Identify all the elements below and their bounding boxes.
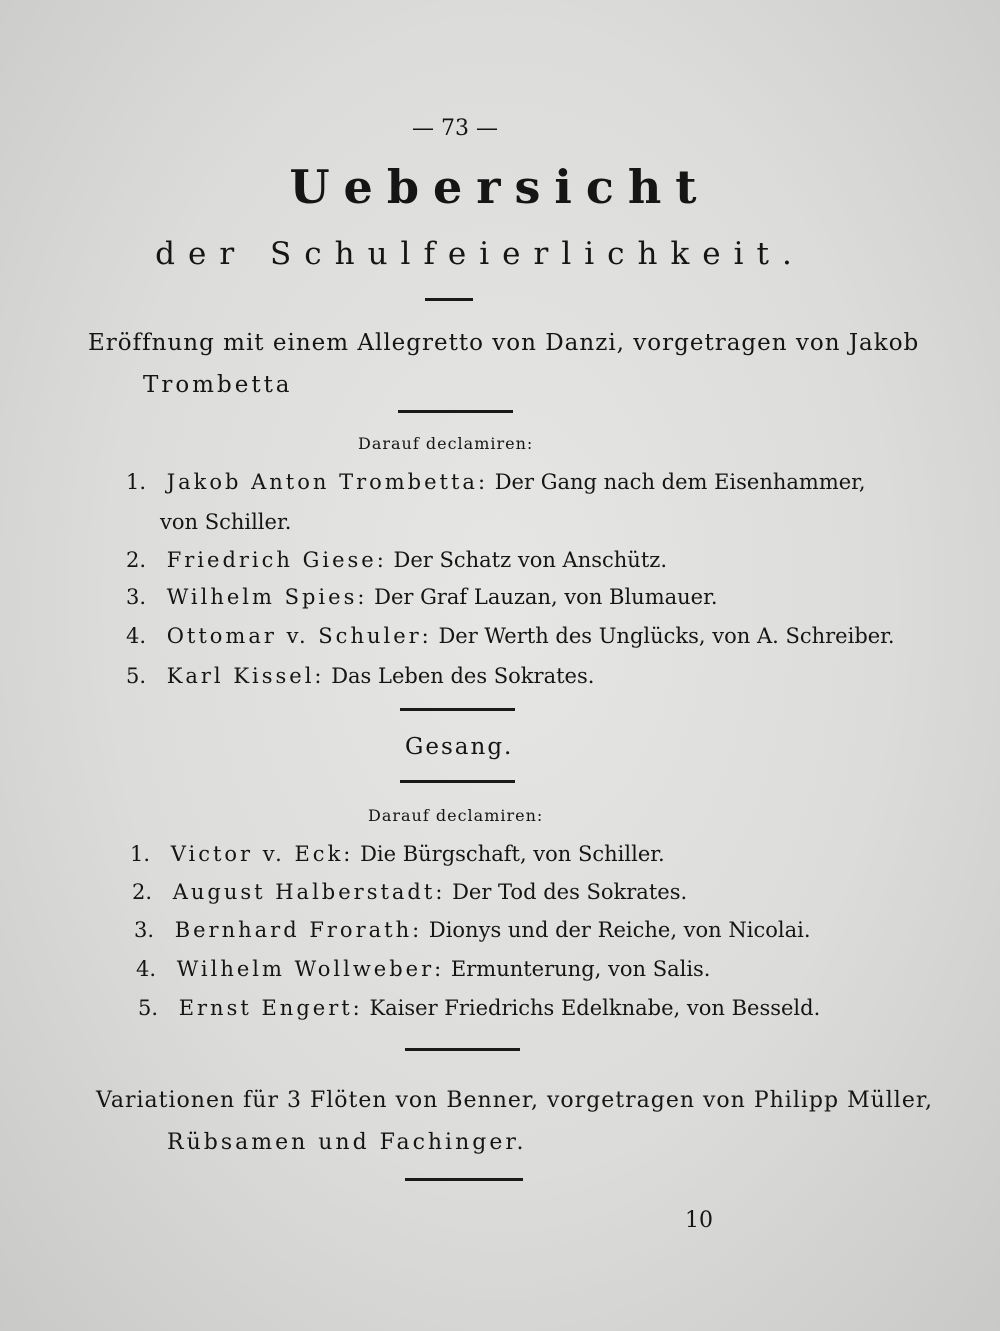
divider-rule: [405, 1178, 523, 1181]
poem-title: Der Tod des Sokrates.: [452, 880, 688, 904]
list-item: [132, 880, 687, 904]
section-heading: Darauf declamiren:: [358, 434, 534, 453]
declaimer-name: Victor v. Eck:: [170, 842, 354, 866]
list-item: [126, 664, 594, 688]
opening-line-1: Eröffnung mit einem Allegretto von Danzi, vorgetragen von Jakob: [88, 330, 920, 356]
closing-line-2: Rübsamen und Fachinger.: [167, 1130, 527, 1155]
gesang-heading: Gesang.: [405, 734, 514, 760]
divider-rule: [398, 410, 513, 413]
poem-title: Der Graf Lauzan, von Blumauer.: [374, 585, 718, 609]
divider-rule: [400, 708, 515, 711]
page-subtitle: der Schulfeierlichkeit.: [155, 236, 805, 272]
item-number: 2.: [126, 548, 147, 572]
opening-line-2: Trombetta: [143, 372, 293, 398]
list-item: [126, 624, 895, 648]
item-number: 1.: [126, 470, 147, 494]
poem-title: Die Bürgschaft, von Schiller.: [360, 842, 665, 866]
item-number: 5.: [126, 664, 147, 688]
poem-title: Dionys und der Reiche, von Nicolai.: [428, 918, 811, 942]
item-number: 3.: [126, 585, 147, 609]
list-item: [126, 548, 667, 572]
item-number: 1.: [130, 842, 151, 866]
declaimer-name: August Halberstadt:: [172, 880, 446, 904]
poem-title: Kaiser Friedrichs Edelknabe, von Besseld.: [369, 996, 821, 1020]
list-item: [130, 842, 665, 866]
declaimer-name: Ottomar v. Schuler:: [166, 624, 432, 648]
divider-rule: [425, 298, 473, 301]
divider-rule: [400, 780, 515, 783]
poem-title: Der Schatz von Anschütz.: [393, 548, 668, 572]
list-item: [136, 957, 710, 981]
poem-title: Der Gang nach dem Eisenhammer,: [494, 470, 866, 494]
list-item: [126, 585, 718, 609]
poem-title: Ermunterung, von Salis.: [450, 957, 711, 981]
poem-author: von Schiller.: [160, 510, 292, 534]
list-item: [134, 918, 811, 942]
section-heading: Darauf declamiren:: [368, 806, 544, 825]
list-item-continuation: [160, 510, 291, 534]
divider-rule: [405, 1048, 520, 1051]
page-title: Uebersicht: [289, 160, 711, 214]
declaimer-name: Friedrich Giese:: [166, 548, 387, 572]
declaimer-name: Bernhard Frorath:: [174, 918, 423, 942]
item-number: 5.: [138, 996, 159, 1020]
poem-title: Das Leben des Sokrates.: [331, 664, 595, 688]
signature-mark: 10: [685, 1208, 713, 1233]
list-item: [126, 470, 866, 494]
closing-line-1: Variationen für 3 Flöten von Benner, vorgetragen von Philipp Müller,: [96, 1088, 933, 1113]
item-number: 3.: [134, 918, 155, 942]
list-item: [138, 996, 820, 1020]
page-number: — 73 —: [412, 116, 498, 141]
declaimer-name: Jakob Anton Trombetta:: [166, 470, 489, 494]
declaimer-name: Ernst Engert:: [178, 996, 363, 1020]
item-number: 2.: [132, 880, 153, 904]
declaimer-name: Wilhelm Wollweber:: [176, 957, 445, 981]
item-number: 4.: [126, 624, 147, 648]
declaimer-name: Wilhelm Spies:: [166, 585, 368, 609]
item-number: 4.: [136, 957, 157, 981]
declaimer-name: Karl Kissel:: [166, 664, 325, 688]
poem-title: Der Werth des Unglücks, von A. Schreiber.: [438, 624, 895, 648]
